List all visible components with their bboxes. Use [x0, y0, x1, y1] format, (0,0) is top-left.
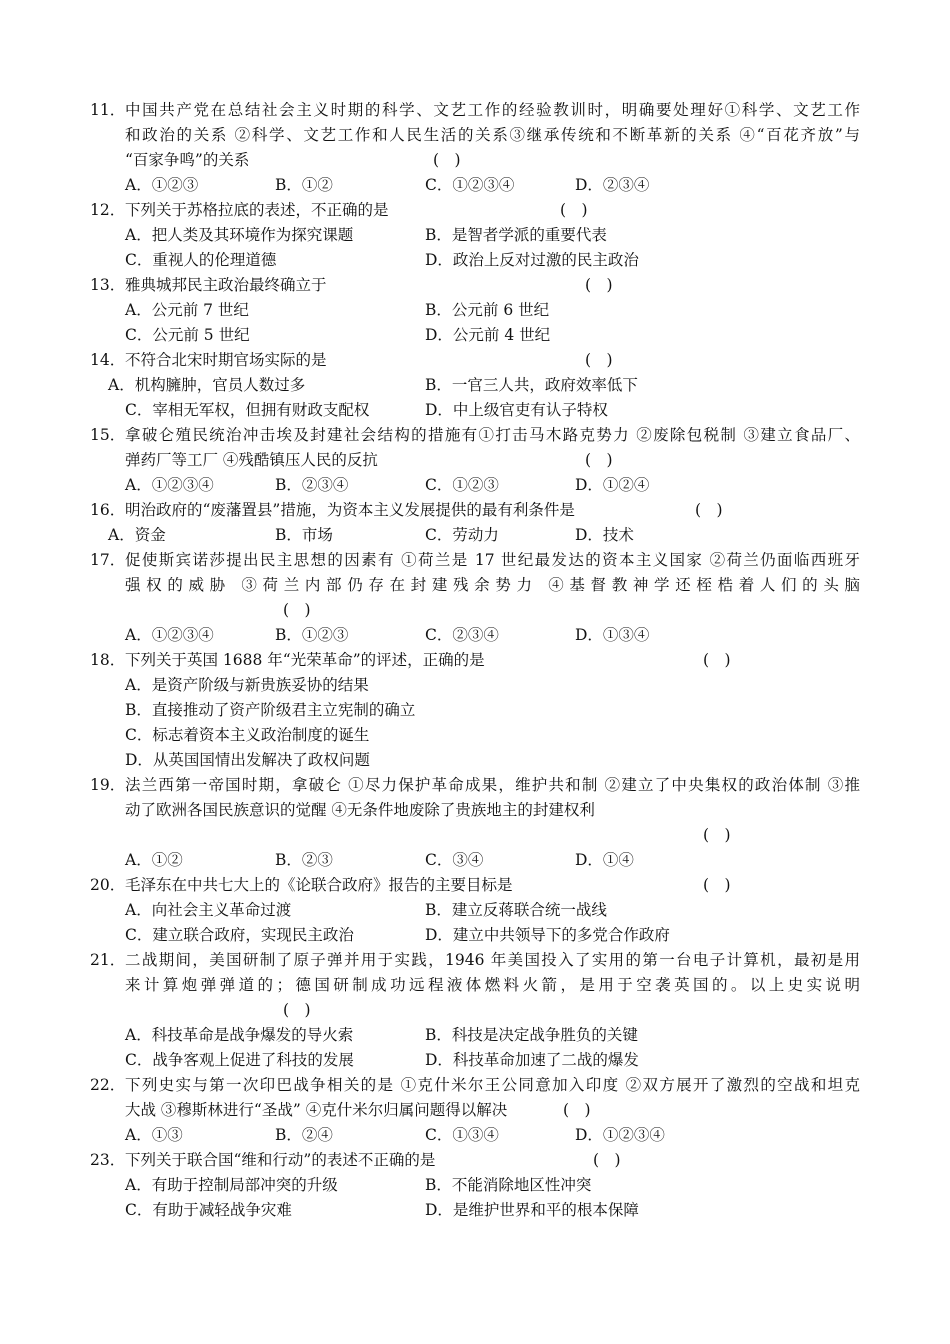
option-c: C．标志着资本主义政治制度的诞生	[125, 726, 370, 744]
question-stem-line: 法兰西第一帝国时期，拿破仑 ①尽力保护革命成果，维护共和制 ②建立了中央集权的政治体制 ③推	[125, 776, 860, 794]
answer-blank: ( )	[585, 351, 613, 369]
option-a: A．①②③④	[125, 626, 214, 644]
option-a: A．是资产阶级与新贵族妥协的结果	[125, 676, 369, 694]
answer-blank: ( )	[703, 651, 731, 669]
option-c: C．战争客观上促进了科技的发展	[125, 1051, 354, 1069]
option-b: B．直接推动了资产阶级君主立宪制的确立	[125, 701, 416, 719]
answer-blank: ( )	[703, 876, 731, 894]
option-a: A．公元前 7 世纪	[125, 301, 249, 319]
option-b: B．①②③	[275, 626, 349, 644]
option-c: C．②③④	[425, 626, 499, 644]
option-c: C．劳动力	[425, 526, 499, 544]
option-b: B．②③④	[275, 476, 349, 494]
question-stem-line: 大战 ③穆斯林进行“圣战” ④克什米尔归属问题得以解决	[125, 1101, 508, 1119]
question-number: 22．	[90, 1076, 126, 1094]
option-d: D．政治上反对过激的民主政治	[425, 251, 639, 269]
question-stem-line: 下列史实与第一次印巴战争相关的是 ①克什米尔王公同意加入印度 ②双方展开了激烈的空战和坦克	[125, 1076, 860, 1094]
option-c: C．宰相无军权，但拥有财政支配权	[125, 401, 370, 419]
question-stem-line: 二战期间，美国研制了原子弹并用于实践，1946 年美国投入了实用的第一台电子计算机，最初是用	[125, 951, 860, 969]
option-a: A．向社会主义革命过渡	[125, 901, 292, 919]
option-b: B．①②	[275, 176, 333, 194]
question-15	[0, 423, 950, 498]
question-stem: 下列关于苏格拉底的表述，不正确的是	[125, 201, 389, 219]
option-a: A．把人类及其环境作为探究课题	[125, 226, 354, 244]
option-a: A．科技革命是战争爆发的导火索	[125, 1026, 354, 1044]
question-stem-line: 促使斯宾诺莎提出民主思想的因素有 ①荷兰是 17 世纪最发达的资本主义国家 ②荷兰仍面临西班牙	[125, 551, 860, 569]
question-21	[0, 948, 950, 1073]
option-a: A．有助于控制局部冲突的升级	[125, 1176, 338, 1194]
option-d: D．①②④	[575, 476, 650, 494]
exam-page	[0, 98, 950, 1223]
question-stem: 明治政府的“废藩置县”措施，为资本主义发展提供的最有利条件是	[125, 501, 575, 519]
option-d: D．②③④	[575, 176, 650, 194]
option-b: B．公元前 6 世纪	[425, 301, 550, 319]
option-b: B．②③	[275, 851, 333, 869]
question-stem-line: 动了欧洲各国民族意识的觉醒 ④无条件地废除了贵族地主的封建权利	[125, 801, 595, 819]
answer-blank: ( )	[695, 501, 723, 519]
question-number: 15．	[90, 426, 126, 444]
question-stem: 不符合北宋时期官场实际的是	[125, 351, 327, 369]
answer-blank: ( )	[585, 276, 613, 294]
question-19	[0, 773, 950, 873]
question-number: 13．	[90, 276, 126, 294]
option-b: B．是智者学派的重要代表	[425, 226, 607, 244]
option-c: C．③④	[425, 851, 484, 869]
option-d: D．科技革命加速了二战的爆发	[425, 1051, 639, 1069]
option-c: C．重视人的伦理道德	[125, 251, 277, 269]
question-number: 23．	[90, 1151, 126, 1169]
question-number: 14．	[90, 351, 126, 369]
option-b: B．科技是决定战争胜负的关键	[425, 1026, 638, 1044]
option-d: D．①④	[575, 851, 634, 869]
answer-blank: ( )	[283, 1001, 311, 1019]
question-stem-line: “百家争鸣”的关系	[125, 151, 250, 169]
question-22	[0, 1073, 950, 1148]
option-a: A．机构臃肿，官员人数过多	[108, 376, 306, 394]
question-stem: 雅典城邦民主政治最终确立于	[125, 276, 327, 294]
option-d: D．①③④	[575, 626, 650, 644]
option-d: D．①②③④	[575, 1126, 665, 1144]
option-c: C．建立联合政府，实现民主政治	[125, 926, 354, 944]
option-c: C．有助于减轻战争灾难	[125, 1201, 292, 1219]
answer-blank: ( )	[585, 451, 613, 469]
question-number: 19．	[90, 776, 126, 794]
option-a: A．①②③	[125, 176, 199, 194]
answer-blank: ( )	[283, 601, 311, 619]
question-11	[0, 98, 950, 198]
option-b: B．建立反蒋联合统一战线	[425, 901, 607, 919]
option-c: C．公元前 5 世纪	[125, 326, 250, 344]
question-number: 16．	[90, 501, 126, 519]
option-b: B．市场	[275, 526, 333, 544]
question-stem-line: 弹药厂等工厂 ④残酷镇压人民的反抗	[125, 451, 378, 469]
option-d: D．公元前 4 世纪	[425, 326, 551, 344]
answer-blank: ( )	[560, 201, 588, 219]
option-a: A．①②	[125, 851, 183, 869]
option-c: C．①②③	[425, 476, 499, 494]
question-number: 20．	[90, 876, 126, 894]
option-a: A．资金	[108, 526, 166, 544]
question-23	[0, 1148, 950, 1223]
question-number: 17．	[90, 551, 126, 569]
question-13	[0, 273, 950, 348]
answer-blank: ( )	[593, 1151, 621, 1169]
question-stem-line: 拿破仑殖民统治冲击埃及封建社会结构的措施有①打击马木路克势力 ②废除包税制 ③建立食品厂、	[125, 426, 860, 444]
option-d: D．技术	[575, 526, 634, 544]
answer-blank: ( )	[703, 826, 731, 844]
option-b: B．一官三人共，政府效率低下	[425, 376, 638, 394]
question-number: 11．	[90, 101, 126, 119]
question-number: 12．	[90, 201, 126, 219]
answer-blank: ( )	[563, 1101, 591, 1119]
option-c: C．①②③④	[425, 176, 515, 194]
question-stem-line: 来计算炮弹弹道的；德国研制成功远程液体燃料火箭，是用于空袭英国的。以上史实说明	[125, 976, 860, 994]
option-d: D．建立中共领导下的多党合作政府	[425, 926, 670, 944]
option-a: A．①③	[125, 1126, 183, 1144]
option-d: D．是维护世界和平的根本保障	[425, 1201, 639, 1219]
question-12	[0, 198, 950, 273]
question-14	[0, 348, 950, 423]
question-stem-line: 中国共产党在总结社会主义时期的科学、文艺工作的经验教训时，明确要处理好①科学、文艺工作	[125, 101, 860, 119]
answer-blank: ( )	[433, 151, 461, 169]
question-number: 21．	[90, 951, 126, 969]
option-b: B．②④	[275, 1126, 333, 1144]
option-a: A．①②③④	[125, 476, 214, 494]
question-stem: 下列关于联合国“维和行动”的表述不正确的是	[125, 1151, 436, 1169]
question-stem-line: 强权的威胁 ③荷兰内部仍存在封建残余势力 ④基督教神学还桎梏着人们的头脑	[125, 576, 860, 594]
option-b: B．不能消除地区性冲突	[425, 1176, 592, 1194]
question-number: 18．	[90, 651, 126, 669]
question-16	[0, 498, 950, 548]
question-stem: 毛泽东在中共七大上的《论联合政府》报告的主要目标是	[125, 876, 513, 894]
question-stem-line: 和政治的关系 ②科学、文艺工作和人民生活的关系③继承传统和不断革新的关系 ④“百花齐放”与	[125, 126, 860, 144]
option-d: D．中上级官吏有认子特权	[425, 401, 608, 419]
question-20	[0, 873, 950, 948]
question-18	[0, 648, 950, 773]
option-c: C．①③④	[425, 1126, 499, 1144]
question-17	[0, 548, 950, 648]
question-stem: 下列关于英国 1688 年“光荣革命”的评述，正确的是	[125, 651, 485, 669]
option-d: D．从英国国情出发解决了政权问题	[125, 751, 370, 769]
